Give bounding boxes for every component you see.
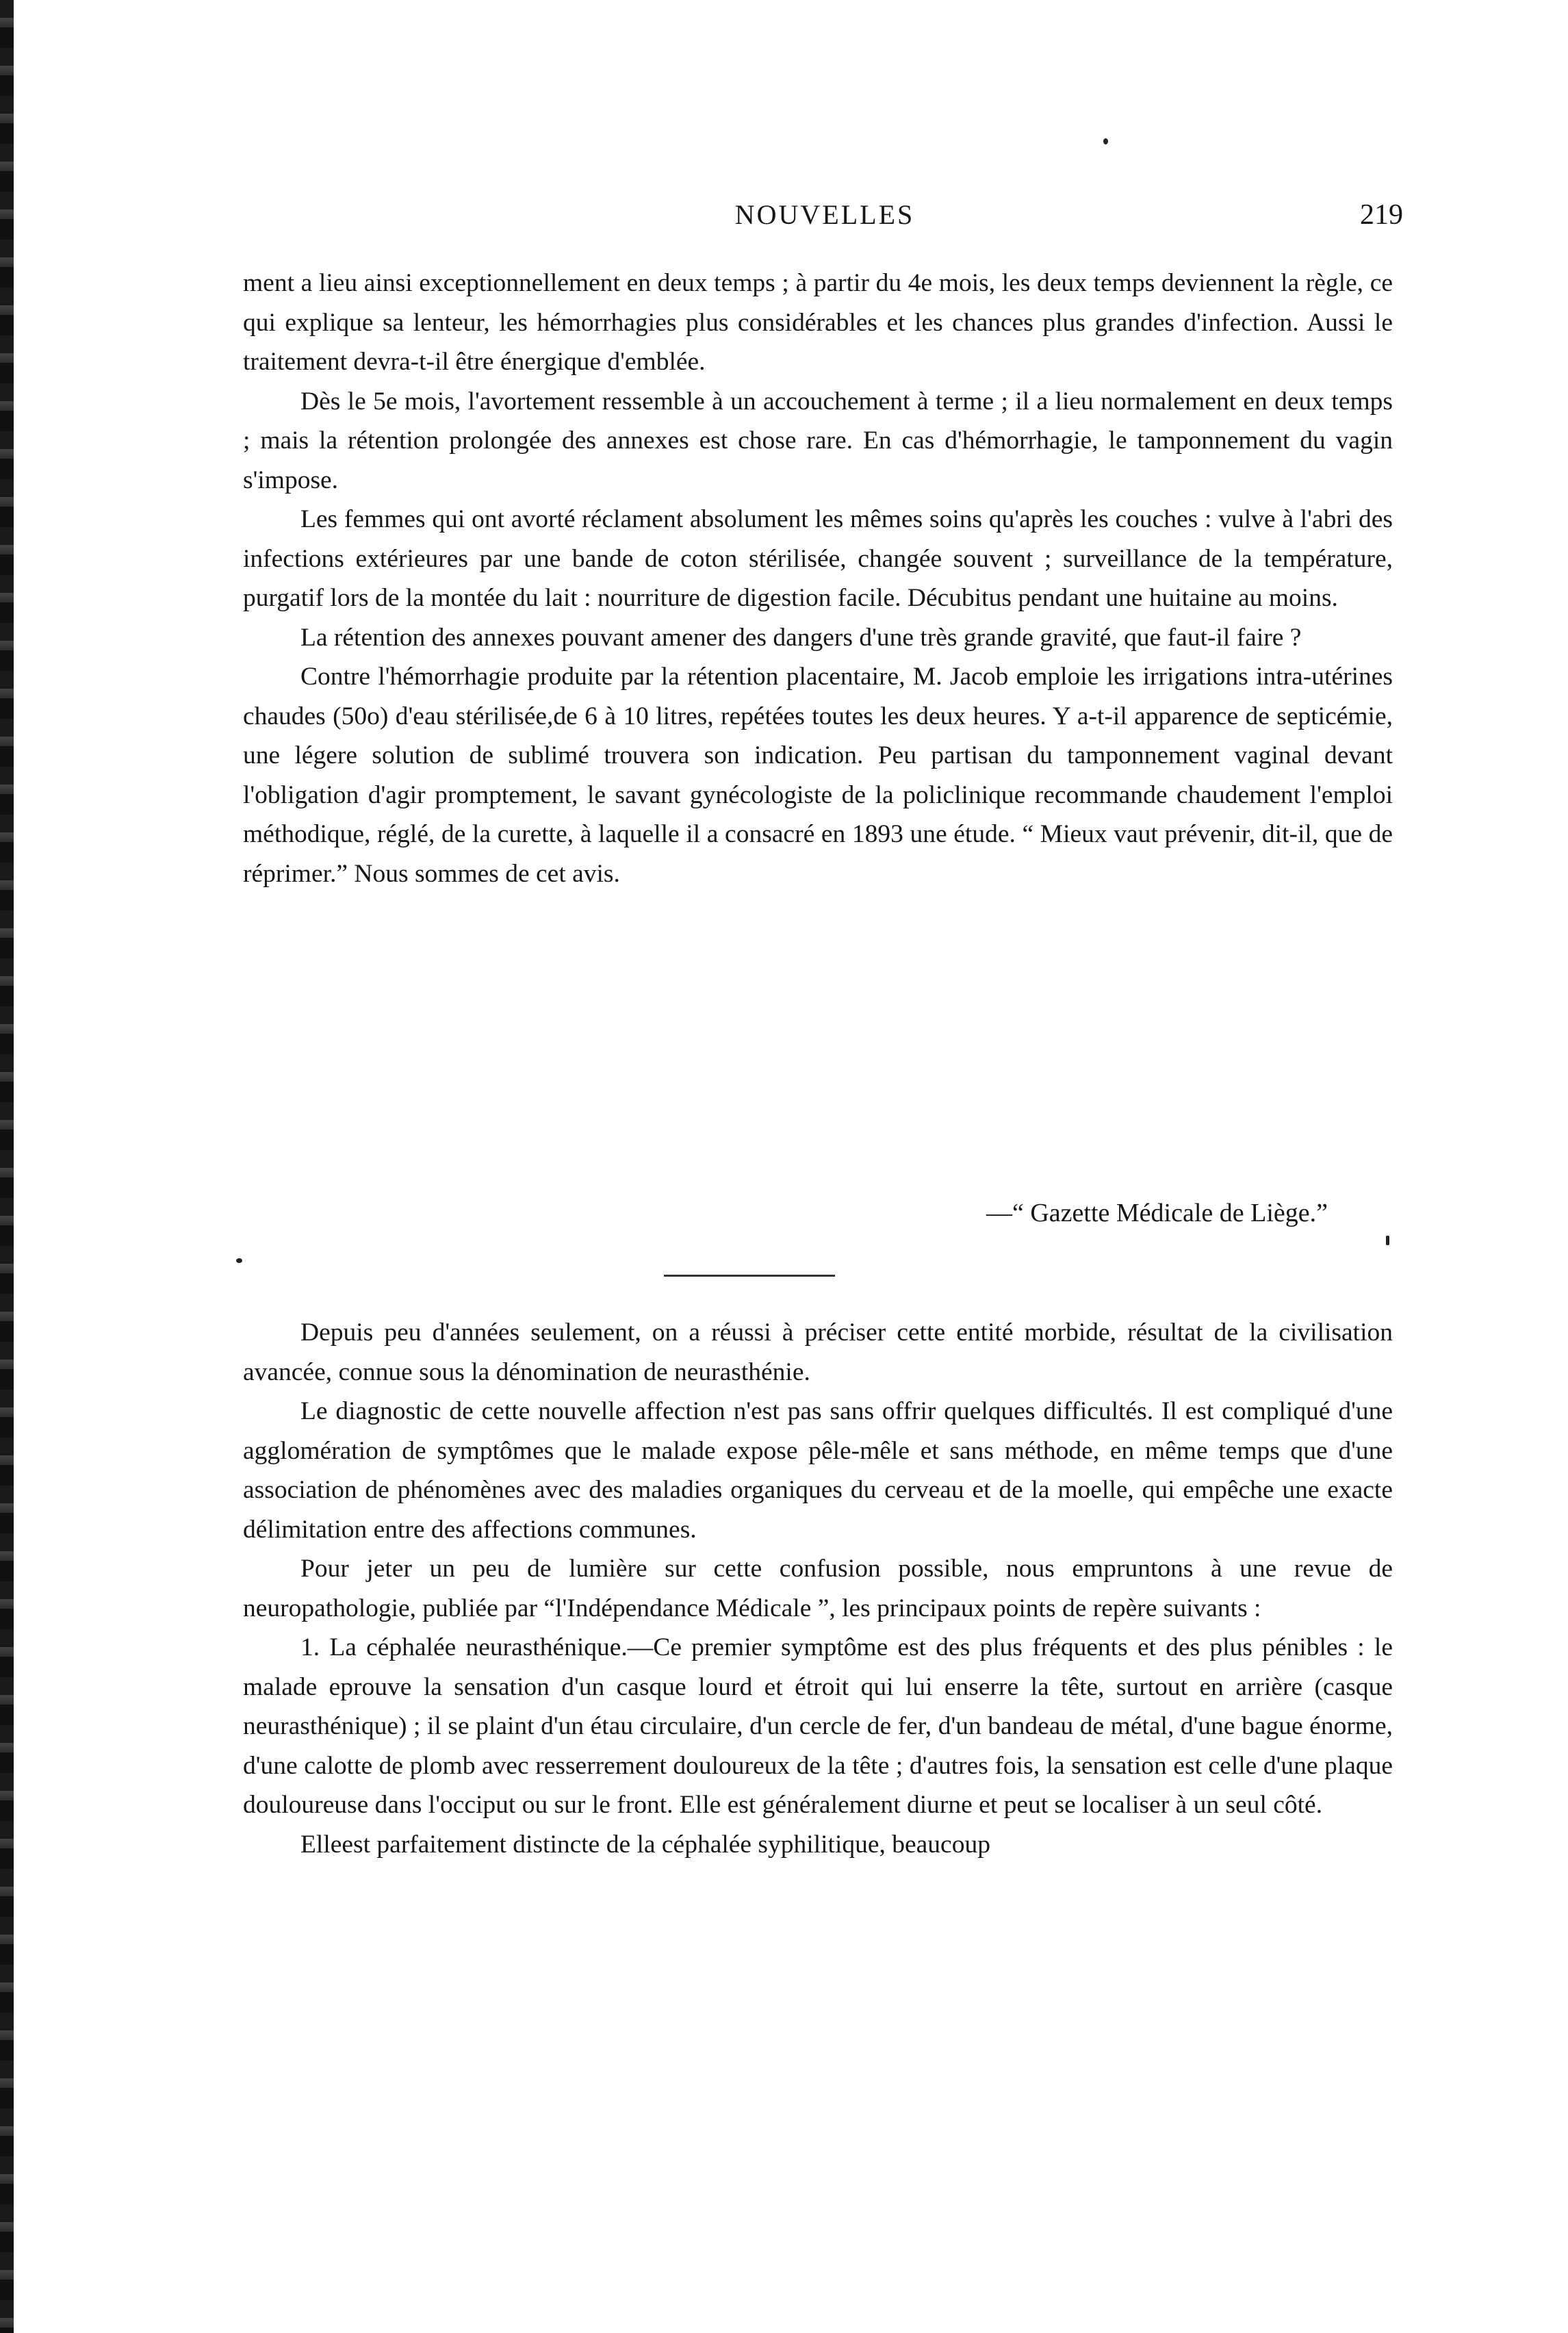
print-speck [236,1258,242,1263]
numbered-point: 1. La céphalée neurasthénique.—Ce premier symptôme est des plus fréquents et des plus pénibles : le malade eprouve la sensation d'un casque lourd et étroit qui lui enserre la tête, surtout en arrière (casque neurasthénique) ; il se plaint d'un étau circulaire, d'un cercle de fer, d'un bandeau de métal, d'une bague énorme, d'une calotte de plomb avec resserrement douloureux de la tête ; d'autres fois, la sensation est celle d'une plaque douloureuse dans l'occiput ou sur le front. Elle est généralement diurne et peut se localiser à un seul côté. [243,1633,1393,1819]
paragraph: Depuis peu d'années seulement, on a réussi à préciser cette entité morbide, résultat de la civilisation avancée, connue sous la dénomination de neurasthénie. [243,1318,1393,1386]
article-section-1 [243,264,1393,893]
paragraph: Contre l'hémorrhagie produite par la rétention placentaire, M. Jacob emploie les irrigations intra-utérines chaudes (50o) d'eau stérilisée,de 6 à 10 litres, repétées toutes les deux heures. Y a-t-il apparence de septicémie, une légere solution de sublimé trouvera son indication. Peu partisan du tamponnement vaginal devant l'obligation d'agir promptement, le savant gynécologiste de la policlinique recommande chaudement l'emploi méthodique, réglé, de la curette, à laquelle il a consacré en 1893 une étude. “ Mieux vaut prévenir, dit-il, que de réprimer.” Nous sommes de cet avis. [243,663,1393,888]
paragraph: Dès le 5e mois, l'avortement ressemble à un accouchement à terme ; il a lieu normalement en deux temps ; mais la rétention prolongée des annexes est chose rare. En cas d'hémorrhagie, le tamponnement du vagin s'impose. [243,387,1393,494]
paragraph: Les femmes qui ont avorté réclament absolument les mêmes soins qu'après les couches : vulve à l'abri des infections extérieures par une bande de coton stérilisée, changée souvent ; surveillance de la température, purgatif lors de la montée du lait : nourriture de digestion facile. Décubitus pendant une huitaine au moins. [243,505,1393,612]
paragraph: Elleest parfaitement distincte de la céphalée syphilitique, beaucoup [300,1830,990,1859]
paragraph: Le diagnostic de cette nouvelle affection n'est pas sans offrir quelques difficultés. Il est compliqué d'une agglomération de symptômes que le malade expose pêle-mêle et sans méthode, en même temps que d'une association de phénomènes avec des maladies organiques du cerveau et de la moelle, qui empêche une exacte délimitation entre des affections communes. [243,1397,1393,1544]
print-speck [1103,138,1108,144]
running-title: NOUVELLES [734,199,915,230]
paragraph: Pour jeter un peu de lumière sur cette confusion possible, nous empruntons à une revue de neuropathologie, publiée par “l'Indépendance Médicale ”, les principaux points de repère suivants : [243,1555,1393,1622]
section-divider [664,1275,835,1277]
page-header [246,199,1403,237]
paragraph: ment a lieu ainsi exceptionnellement en deux temps ; à partir du 4e mois, les deux temps deviennent la règle, ce qui explique sa lenteur, les hémorrhagies plus considérables et les chances plus grandes d'infection. Aussi le traitement devra-t-il être énergique d'emblée. [243,269,1393,376]
source-citation: —“ Gazette Médicale de Liège.” [986,1199,1328,1227]
scan-binding-edge [0,0,14,2333]
print-speck [1386,1236,1389,1245]
page-number: 219 [1360,199,1403,231]
paragraph: La rétention des annexes pouvant amener des dangers d'une très grande gravité, que faut-il faire ? [300,623,1302,652]
article-section-2 [243,1313,1393,1864]
